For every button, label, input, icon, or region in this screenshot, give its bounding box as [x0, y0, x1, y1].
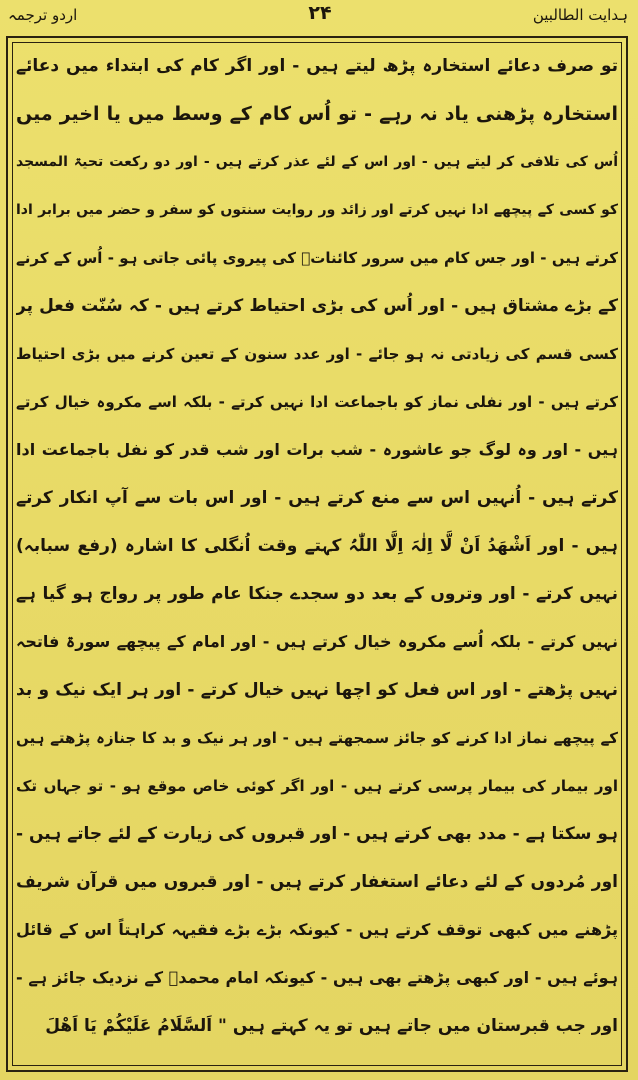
text-line: ہوئے ہیں - اور کبھی پڑھتے بھی ہیں - کیونکہ امام محمدؒ کے نزدیک جائز ہے - — [16, 968, 618, 987]
text-line: ہیں - اور وہ لوگ جو عاشورہ - شب برات اور شب قدر کو نفل باجماعت ادا — [16, 440, 618, 459]
text-line: نہیں پڑھتے - اور اس فعل کو اچھا نہیں خیال کرتے - اور ہر ایک نیک و بد — [16, 680, 618, 700]
page-header — [0, 0, 638, 34]
page-number: ۲۴ — [308, 2, 332, 24]
text-line: اور جب قبرستان میں جاتے ہیں تو یہ کہتے ہیں " اَلسَّلَامُ عَلَیْکُمْ یَا اَھْلَ — [45, 1016, 618, 1036]
text-line: پڑھنے میں کبھی توقف کرتے ہیں - کیونکہ بڑے بڑے فقیہہ کراہتاً اس کے قائل — [16, 920, 618, 939]
text-line: ہو سکتا ہے - مدد بھی کرتے ہیں - اور قبروں کی زیارت کے لئے جاتے ہیں - — [16, 824, 618, 844]
text-line: کرتے ہیں - اُنہیں اس سے منع کرتے ہیں - اور اس بات سے آپ انکار کرتے — [16, 488, 618, 508]
text-line: اور بیمار کی بیمار پرسی کرتے ہیں - اور اگر کوئی خاص موقع ہو - تو جہاں تک — [16, 777, 618, 795]
text-line: ہیں - اور اَشْھَدُ اَنْ لَّا اِلٰہَ اِلَّا اللّٰہُ کہتے وقت اُنگلی کا اشارہ (رفع سبابہ) — [16, 536, 618, 556]
text-line: تو صرف دعائے استخارہ پڑھ لیتے ہیں - اور اگر کام کی ابتداء میں دعائے — [16, 56, 618, 76]
text-line: کرتے ہیں - اور نفلی نماز کو باجماعت ادا نہیں کرتے - بلکہ اسے مکروہ خیال کرتے — [16, 393, 618, 411]
book-title: ہدایت الطالبین — [532, 6, 628, 24]
text-line: اور مُردوں کے لئے دعائے استغفار کرتے ہیں - اور قبروں میں قرآن شریف — [16, 872, 618, 892]
text-line: نہیں کرتے - بلکہ اُسے مکروہ خیال کرتے ہیں - اور امام کے پیچھے سورۃ فاتحہ — [16, 632, 618, 651]
text-line: نہیں کرتے - اور وتروں کے بعد دو سجدے جنکا عام طور پر رواج ہو گیا ہے — [16, 584, 618, 604]
body-text — [16, 46, 618, 1062]
text-line: کے پیچھے نماز ادا کرنے کو جائز سمجھتے ہیں - اور ہر نیک و بد کا جنازہ پڑھتے ہیں — [16, 729, 618, 747]
text-line: کسی قسم کی زیادتی نہ ہو جائے - اور عدد سنون کے تعین کرنے میں بڑی احتیاط — [16, 345, 618, 363]
text-line: کرتے ہیں - اور جس کام میں سرور کائناتؐ کی پیروی پائی جاتی ہو - اُس کے کرنے — [16, 249, 618, 267]
section-title: اردو ترجمہ — [8, 6, 78, 24]
text-line: اُس کی تلافی کر لیتے ہیں - اور اس کے لئے عذر کرتے ہیں - اور دو رکعت تحیۃ المسجد — [16, 154, 618, 170]
text-line: کو کسی کے پیچھے ادا نہیں کرتے اور زائد ور روایت سنتوں کو سفر و حضر میں برابر ادا — [16, 202, 618, 218]
text-line: استخارہ پڑھنی یاد نہ رہے - تو اُس کام کے وسط میں یا اخیر میں — [16, 103, 618, 125]
text-line: کے بڑے مشتاق ہیں - اور اُس کی بڑی احتیاط کرتے ہیں - کہ سُنّت فعل پر — [16, 296, 618, 316]
